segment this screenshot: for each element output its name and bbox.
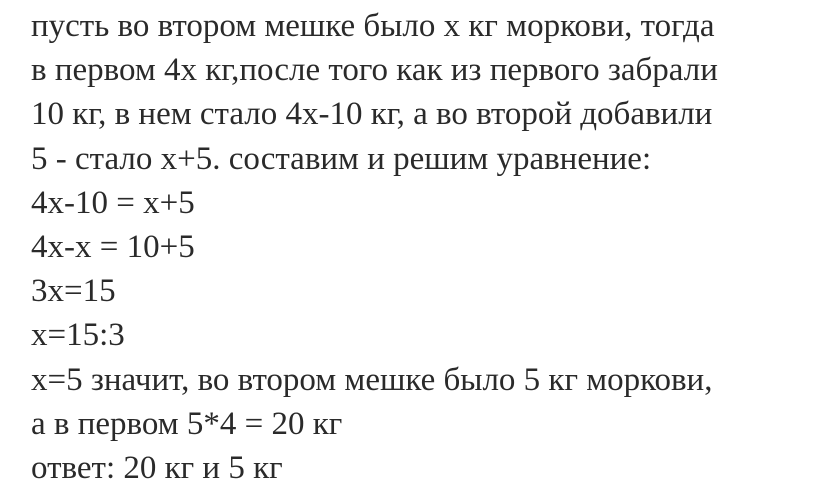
conclusion-line-2: а в первом 5*4 = 20 кг (31, 405, 343, 442)
conclusion-line-1: х=5 значит, во втором мешке было 5 кг моркови, (31, 361, 713, 398)
answer-line: ответ: 20 кг и 5 кг (31, 449, 283, 486)
equation-line-4: х=15:3 (31, 317, 125, 354)
text-line-1: пусть во втором мешке было х кг моркови, тогда (31, 8, 715, 44)
equation-line-1: 4х-10 = х+5 (31, 184, 195, 221)
solution-text-block (31, 4, 821, 490)
equation-line-3: 3х=15 (31, 273, 116, 310)
text-line-2: в первом 4х кг,после того как из первого забрали (31, 52, 718, 89)
equation-line-2: 4х-х = 10+5 (31, 228, 195, 265)
text-line-4: 5 - стало х+5. составим и решим уравнение: (31, 140, 652, 177)
text-line-3: 10 кг, в нем стало 4х-10 кг, а во второй добавили (31, 96, 713, 133)
